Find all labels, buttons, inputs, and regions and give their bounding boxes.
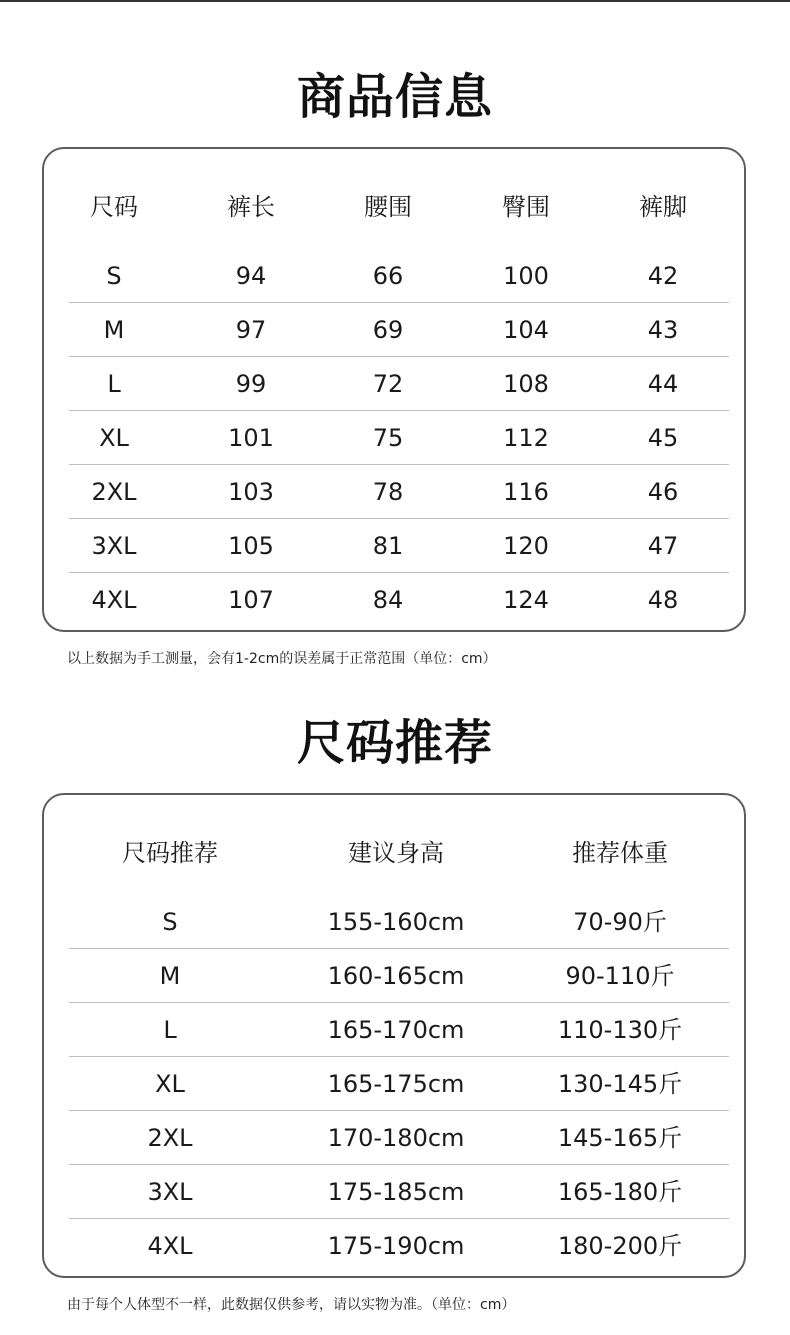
cell-leg-opening: 46	[647, 478, 679, 506]
cell-weight: 90-110斤	[565, 962, 675, 990]
size-recommend-card	[42, 793, 746, 1278]
cell-weight: 70-90斤	[573, 908, 667, 936]
size-chart-note: 以上数据为手工测量，会有1-2cm的误差属于正常范围（单位：cm）	[67, 651, 497, 667]
cell-weight: 180-200斤	[557, 1232, 683, 1260]
cell-weight: 165-180斤	[557, 1178, 683, 1206]
cell-size: M	[159, 962, 181, 990]
size-chart-card	[42, 147, 746, 632]
header-waist: 腰围	[364, 193, 412, 221]
cell-hip: 108	[503, 370, 549, 398]
table-row	[69, 249, 729, 303]
header-recommended-weight: 推荐体重	[572, 839, 668, 867]
cell-height: 160-165cm	[327, 962, 465, 990]
top-border-line	[0, 0, 790, 2]
cell-pants-length: 94	[235, 262, 267, 290]
table-row	[69, 1003, 729, 1057]
cell-size: XL	[155, 1070, 185, 1098]
cell-height: 165-170cm	[327, 1016, 465, 1044]
cell-height: 165-175cm	[327, 1070, 465, 1098]
cell-leg-opening: 47	[647, 532, 679, 560]
cell-size: 3XL	[91, 532, 137, 560]
header-size: 尺码	[90, 193, 138, 221]
cell-size: L	[163, 1016, 177, 1044]
cell-size: 2XL	[91, 478, 137, 506]
header-suggested-height: 建议身高	[348, 839, 444, 867]
table-row	[69, 1057, 729, 1111]
table-row	[69, 303, 729, 357]
cell-hip: 104	[503, 316, 549, 344]
cell-size: 4XL	[91, 586, 137, 614]
cell-hip: 116	[503, 478, 549, 506]
cell-size: S	[106, 262, 122, 290]
cell-waist: 84	[372, 586, 404, 614]
size-recommend-header	[44, 833, 744, 873]
cell-size: 3XL	[147, 1178, 193, 1206]
cell-leg-opening: 44	[647, 370, 679, 398]
cell-weight: 130-145斤	[557, 1070, 683, 1098]
cell-size: L	[107, 370, 121, 398]
cell-pants-length: 107	[228, 586, 274, 614]
cell-hip: 112	[503, 424, 549, 452]
cell-leg-opening: 43	[647, 316, 679, 344]
product-info-title: 商品信息	[296, 69, 493, 125]
cell-height: 155-160cm	[327, 908, 465, 936]
cell-pants-length: 103	[228, 478, 274, 506]
cell-hip: 120	[503, 532, 549, 560]
table-row	[69, 465, 729, 519]
cell-pants-length: 99	[235, 370, 267, 398]
table-row	[69, 1165, 729, 1219]
cell-weight: 145-165斤	[557, 1124, 683, 1152]
table-row	[69, 573, 729, 627]
table-row	[69, 411, 729, 465]
table-row	[69, 519, 729, 573]
cell-size: 4XL	[147, 1232, 193, 1260]
cell-leg-opening: 42	[647, 262, 679, 290]
cell-size: S	[162, 908, 178, 936]
cell-height: 175-185cm	[327, 1178, 465, 1206]
cell-pants-length: 101	[228, 424, 274, 452]
table-row	[69, 1111, 729, 1165]
header-hip: 臀围	[502, 193, 550, 221]
cell-height: 170-180cm	[327, 1124, 465, 1152]
cell-size: M	[103, 316, 125, 344]
cell-leg-opening: 48	[647, 586, 679, 614]
cell-waist: 78	[372, 478, 404, 506]
cell-waist: 69	[372, 316, 404, 344]
cell-hip: 100	[503, 262, 549, 290]
cell-weight: 110-130斤	[557, 1016, 683, 1044]
cell-waist: 72	[372, 370, 404, 398]
header-leg-opening: 裤脚	[639, 193, 687, 221]
cell-size: XL	[99, 424, 129, 452]
size-recommend-note: 由于每个人体型不一样，此数据仅供参考，请以实物为准。（单位：cm）	[67, 1297, 516, 1313]
size-recommend-title: 尺码推荐	[296, 715, 493, 771]
cell-waist: 81	[372, 532, 404, 560]
cell-waist: 66	[372, 262, 404, 290]
table-row	[69, 1219, 729, 1273]
header-pants-length: 裤长	[227, 193, 275, 221]
cell-pants-length: 97	[235, 316, 267, 344]
cell-size: 2XL	[147, 1124, 193, 1152]
table-row	[69, 895, 729, 949]
cell-waist: 75	[372, 424, 404, 452]
cell-pants-length: 105	[228, 532, 274, 560]
cell-hip: 124	[503, 586, 549, 614]
table-row	[69, 357, 729, 411]
size-chart-header	[44, 187, 744, 227]
cell-height: 175-190cm	[327, 1232, 465, 1260]
table-row	[69, 949, 729, 1003]
cell-leg-opening: 45	[647, 424, 679, 452]
header-recommended-size: 尺码推荐	[122, 839, 218, 867]
